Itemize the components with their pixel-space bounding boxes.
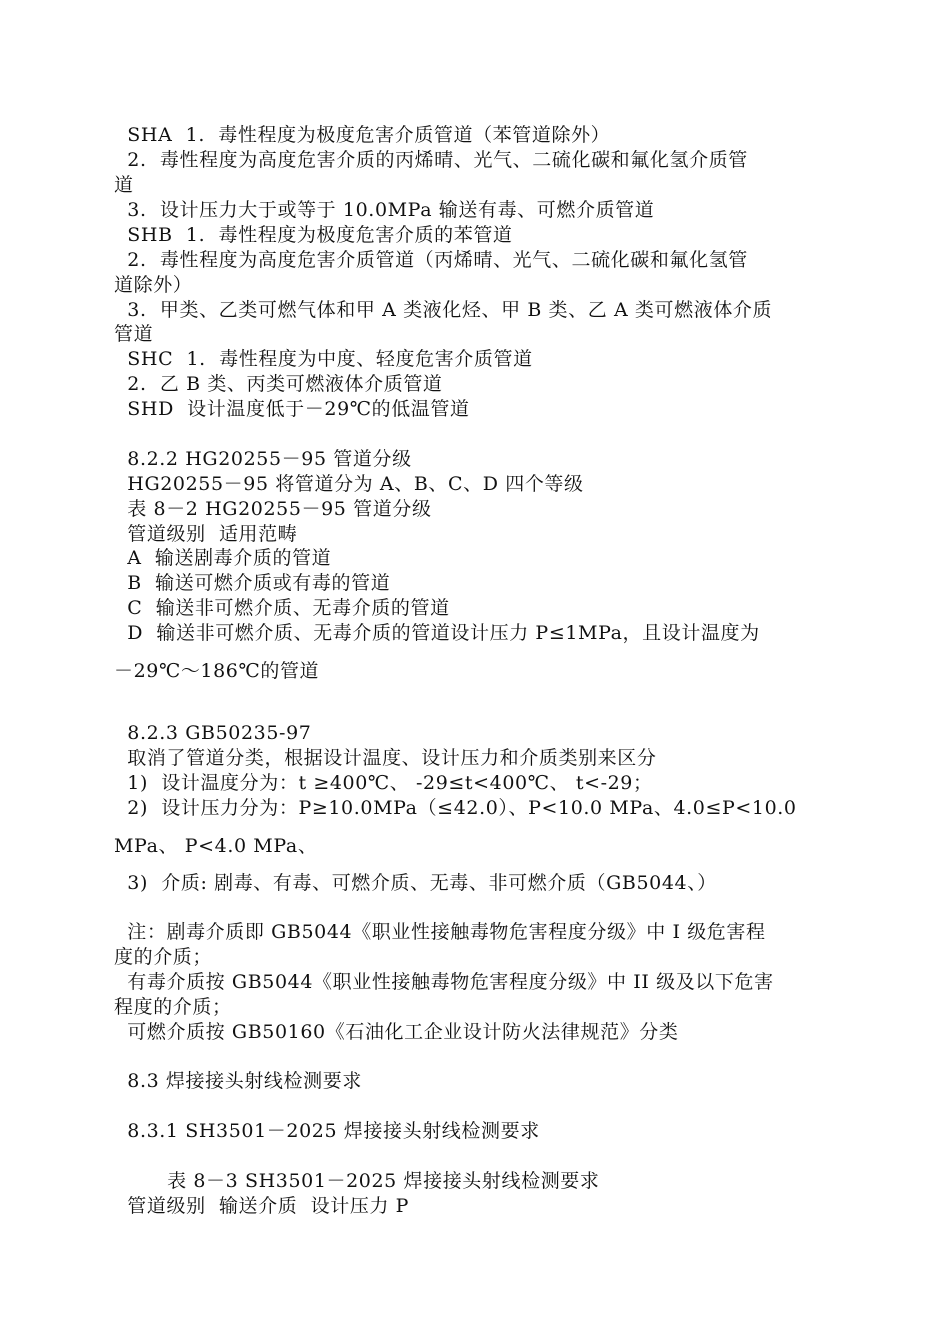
text-line: 取消了管道分类，根据设计温度、设计压力和介质类别来区分 bbox=[114, 747, 657, 769]
table-row: A 输送剧毒介质的管道 bbox=[114, 547, 332, 569]
note-line: 可燃介质按 GB50160《石油化工企业设计防火法律规范》分类 bbox=[114, 1021, 679, 1043]
text-line: 管道 bbox=[114, 323, 154, 345]
text-line: 3. 设计压力大于或等于 10.0MPa 输送有毒、可燃介质管道 bbox=[114, 199, 655, 221]
table-row: B 输送可燃介质或有毒的管道 bbox=[114, 572, 391, 594]
text-line: 1) 设计温度分为：t ≥400℃、 -29≤t<400℃、 t<-29； bbox=[114, 772, 653, 794]
text-line: SHD 设计温度低于－29℃的低温管道 bbox=[114, 398, 470, 420]
text-line: 道 bbox=[114, 174, 134, 196]
text-line: 2. 毒性程度为高度危害介质的丙烯晴、光气、二硫化碳和氟化氢介质管 bbox=[114, 149, 748, 171]
table-row: D 输送非可燃介质、无毒介质的管道设计压力 P≤1MPa，且设计温度为 bbox=[114, 622, 760, 644]
text-line: MPa、 P<4.0 MPa、 bbox=[114, 835, 318, 857]
section-heading: 8.2.3 GB50235-97 bbox=[114, 722, 312, 744]
note-line: 度的介质； bbox=[114, 946, 213, 968]
text-line: 道除外） bbox=[114, 274, 193, 296]
note-line: 程度的介质； bbox=[114, 996, 232, 1018]
section-heading: 8.3.1 SH3501－2025 焊接接头射线检测要求 bbox=[114, 1120, 540, 1142]
text-line: HG20255－95 将管道分为 A、B、C、D 四个等级 bbox=[114, 473, 584, 495]
text-line: 3) 介质: 剧毒、有毒、可燃介质、无毒、非可燃介质（GB5044、） bbox=[114, 872, 717, 894]
table-caption: 表 8－2 HG20255－95 管道分级 bbox=[114, 498, 432, 520]
section-heading: 8.3 焊接接头射线检测要求 bbox=[114, 1070, 362, 1092]
text-line: 3. 甲类、乙类可燃气体和甲 A 类液化烃、甲 B 类、乙 A 类可燃液体介质 bbox=[114, 299, 773, 321]
text-line: SHC 1. 毒性程度为中度、轻度危害介质管道 bbox=[114, 348, 533, 370]
table-header: 管道级别 适用范畴 bbox=[114, 523, 298, 545]
text-line: 2) 设计压力分为：P≥10.0MPa（≤42.0）、P<10.0 MPa、4.0≤P<10.0 bbox=[114, 797, 797, 819]
section-heading: 8.2.2 HG20255－95 管道分级 bbox=[114, 448, 412, 470]
table-header: 管道级别 输送介质 设计压力 P bbox=[114, 1195, 410, 1217]
text-line: 2. 乙 B 类、丙类可燃液体介质管道 bbox=[114, 373, 443, 395]
note-line: 注：剧毒介质即 GB5044《职业性接触毒物危害程度分级》中 I 级危害程 bbox=[114, 921, 766, 943]
text-line: SHA 1. 毒性程度为极度危害介质管道（苯管道除外） bbox=[114, 124, 611, 146]
table-caption: 表 8－3 SH3501－2025 焊接接头射线检测要求 bbox=[114, 1170, 600, 1192]
note-line: 有毒介质按 GB5044《职业性接触毒物危害程度分级》中 II 级及以下危害 bbox=[114, 971, 774, 993]
text-line: －29℃～186℃的管道 bbox=[114, 660, 320, 682]
table-row: C 输送非可燃介质、无毒介质的管道 bbox=[114, 597, 450, 619]
text-line: 2. 毒性程度为高度危害介质管道（丙烯晴、光气、二硫化碳和氟化氢管 bbox=[114, 249, 748, 271]
text-line: SHB 1. 毒性程度为极度危害介质的苯管道 bbox=[114, 224, 513, 246]
